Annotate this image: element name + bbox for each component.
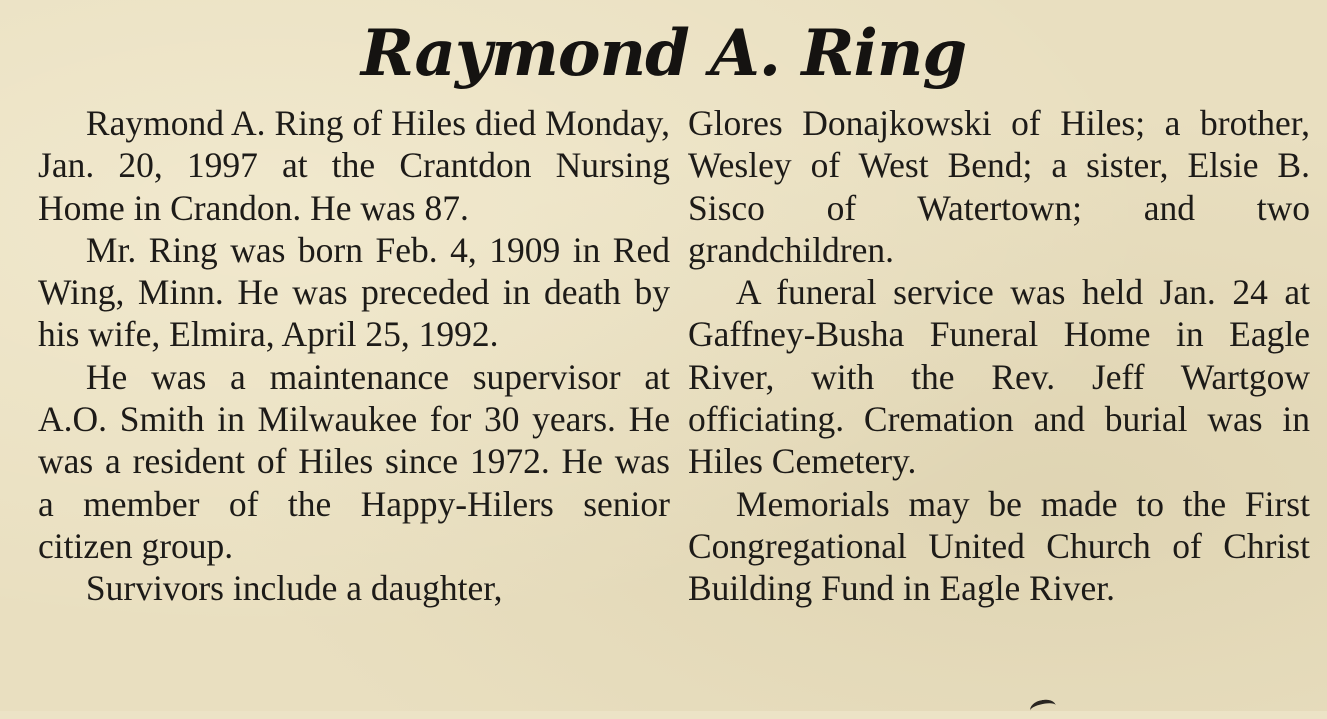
ink-mark xyxy=(1029,697,1058,718)
left-column xyxy=(38,102,670,610)
paragraph-survivors: Survivors include a daughter, xyxy=(85,568,503,609)
paragraph-birth: Mr. Ring was born Feb. 4, 1909 in Red Wing, Minn. He was preceded in death by his wife, Elmira, April 25, 1992. xyxy=(38,229,670,355)
paragraph-funeral-service: A funeral service was held Jan. 24 at Gaffney-Busha Funeral Home in Eagle River, with the Rev. Jeff Wartgow officiating. Cremation and burial was in Hiles Cemetery. xyxy=(688,272,1310,482)
obituary-title: Raymond A. Ring xyxy=(360,16,967,91)
paragraph-memorials: Memorials may be made to the First Congregational United Church of Christ Building Fund in Eagle River. xyxy=(688,483,1310,609)
paragraph-survivors-continued: Glores Donajkowski of Hiles; a brother, Wesley of West Bend; a sister, Elsie B. Sisco of Watertown; and two grandchildren. xyxy=(688,103,1310,270)
right-column xyxy=(688,102,1310,610)
paragraph-career: He was a maintenance supervisor at A.O. Smith in Milwaukee for 30 years. He was a resident of Hiles since 1972. He was a member of the Happy-Hilers senior citizen group. xyxy=(38,356,670,566)
paragraph-death-notice: Raymond A. Ring of Hiles died Monday, Jan. 20, 1997 at the Crantdon Nursing Home in Crandon. He was 87. xyxy=(38,103,670,228)
